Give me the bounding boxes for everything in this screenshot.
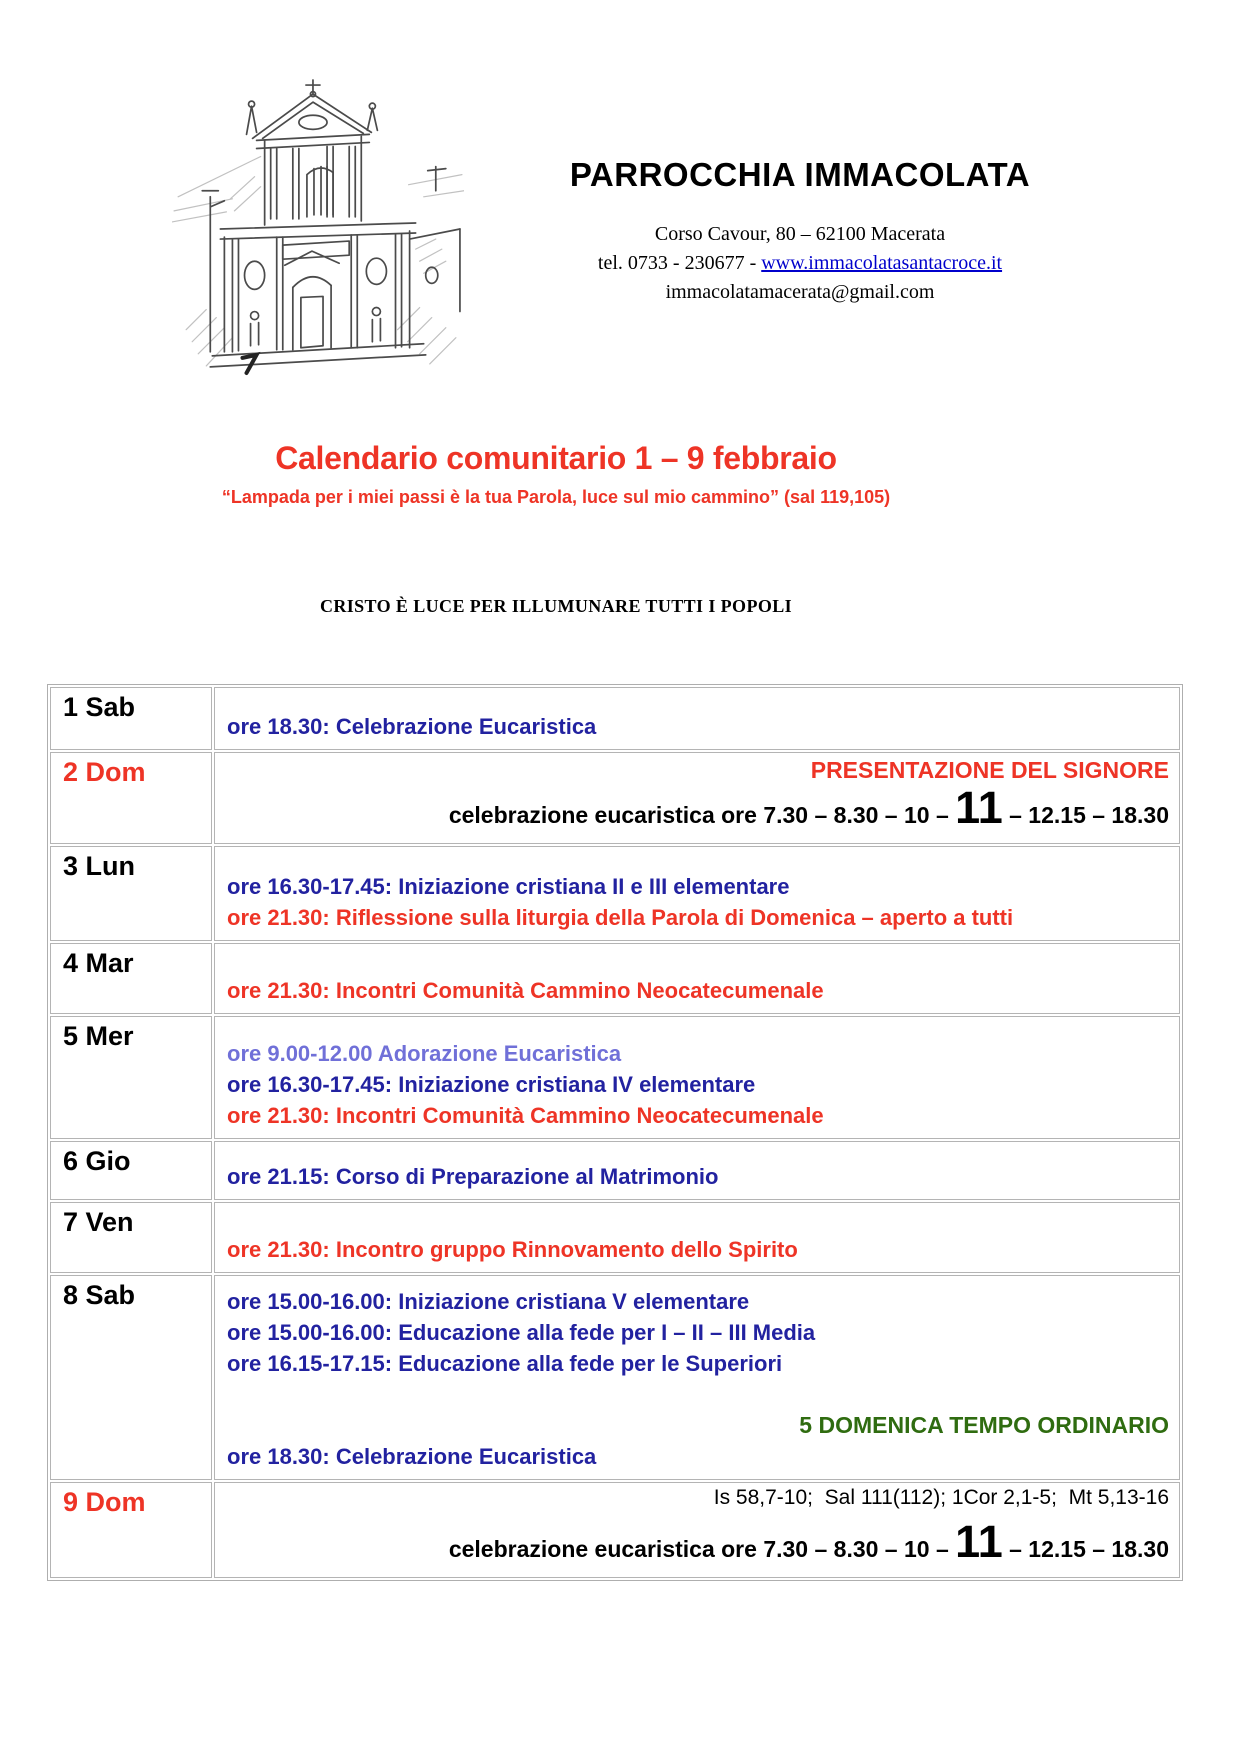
- event-line: ore 15.00-16.00: Educazione alla fede per I – II – III Media: [227, 1320, 816, 1345]
- title-block: [0, 440, 1112, 617]
- content-cell: [214, 943, 1180, 1014]
- day-label: 6 Gio: [63, 1146, 131, 1176]
- day-cell: [50, 1482, 212, 1578]
- event-line: ore 21.15: Corso di Preparazione al Matrimonio: [227, 1164, 719, 1189]
- calendar-row-5-mer: [50, 1016, 1180, 1139]
- event-line: ore 9.00-12.00 Adorazione Eucaristica: [227, 1041, 622, 1066]
- event-line: ore 16.30-17.45: Iniziazione cristiana II e III elementare: [227, 874, 790, 899]
- calendar-table: [47, 684, 1183, 1581]
- event-line: ore 15.00-16.00: Iniziazione cristiana V elementare: [227, 1289, 750, 1314]
- mass-suffix: – 12.15 – 18.30: [1002, 1536, 1169, 1562]
- event-line: ore 21.30: Incontro gruppo Rinnovamento dello Spirito: [227, 1237, 798, 1262]
- content-cell: [214, 1275, 1180, 1480]
- day-cell: [50, 1141, 212, 1200]
- calendar-row-4-mar: [50, 943, 1180, 1014]
- content-cell: [214, 752, 1180, 844]
- content-cell: [214, 1202, 1180, 1273]
- day-label: 7 Ven: [63, 1207, 134, 1237]
- calendar-subtitle: “Lampada per i miei passi è la tua Parola, luce sul mio cammino” (sal 119,105): [221, 487, 891, 507]
- feast-line: PRESENTAZIONE DEL SIGNORE: [810, 757, 1169, 783]
- event-line: ore 21.30: Riflessione sulla liturgia della Parola di Domenica – aperto a tutti: [227, 905, 1014, 930]
- event-line: ore 18.30: Celebrazione Eucaristica: [227, 714, 597, 739]
- day-label: 4 Mar: [63, 948, 134, 978]
- day-cell: [50, 1016, 212, 1139]
- parish-header: [470, 156, 1130, 307]
- content-cell: [214, 1016, 1180, 1139]
- theme-line: CRISTO È LUCE PER ILLUMUNARE TUTTI I POPOLI: [319, 596, 793, 616]
- event-line: ore 16.15-17.15: Educazione alla fede per le Superiori: [227, 1351, 783, 1376]
- tel-line: [470, 249, 1130, 278]
- content-cell: [214, 687, 1180, 750]
- email-line: immacolatamacerata@gmail.com: [665, 281, 935, 303]
- feast-line-green: 5 DOMENICA TEMPO ORDINARIO: [799, 1412, 1169, 1438]
- day-cell: [50, 752, 212, 844]
- day-label: 5 Mer: [63, 1021, 134, 1051]
- event-line: ore 18.30: Celebrazione Eucaristica: [227, 1444, 597, 1469]
- event-line: ore 21.30: Incontri Comunità Cammino Neocatecumenale: [227, 978, 824, 1003]
- day-cell: [50, 943, 212, 1014]
- mass-highlight-hour: 11: [955, 1516, 1003, 1567]
- mass-times-line: [227, 782, 1169, 836]
- day-cell: [50, 687, 212, 750]
- address-line: Corso Cavour, 80 – 62100 Macerata: [654, 223, 946, 245]
- day-cell: [50, 1202, 212, 1273]
- calendar-wrap: [47, 684, 1183, 1581]
- calendar-row-1-sab: [50, 687, 1180, 750]
- calendar-row-7-ven: [50, 1202, 1180, 1273]
- mass-times-line: [227, 1516, 1169, 1570]
- mass-highlight-hour: 11: [955, 782, 1003, 833]
- content-cell: [214, 1141, 1180, 1200]
- day-cell: [50, 1275, 212, 1480]
- church-sketch-image: [172, 78, 464, 380]
- tel-label: tel. 0733 - 230677 -: [597, 252, 762, 274]
- day-label: 8 Sab: [63, 1280, 136, 1310]
- day-label: 9 Dom: [63, 1487, 146, 1517]
- mass-prefix: celebrazione eucaristica ore 7.30 – 8.30 – 10 –: [448, 1536, 956, 1562]
- calendar-row-6-gio: [50, 1141, 1180, 1200]
- website-link[interactable]: www.immacolatasantacroce.it: [761, 252, 1003, 274]
- mass-suffix: – 12.15 – 18.30: [1002, 802, 1169, 828]
- content-cell: [214, 846, 1180, 941]
- calendar-row-3-lun: [50, 846, 1180, 941]
- mass-prefix: celebrazione eucaristica ore 7.30 – 8.30 – 10 –: [448, 802, 956, 828]
- day-cell: [50, 846, 212, 941]
- event-line: ore 16.30-17.45: Iniziazione cristiana IV elementare: [227, 1072, 756, 1097]
- event-line: ore 21.30: Incontri Comunità Cammino Neocatecumenale: [227, 1103, 824, 1128]
- day-label: 3 Lun: [63, 851, 135, 881]
- calendar-row-2-dom: [50, 752, 1180, 844]
- calendar-title: Calendario comunitario 1 – 9 febbraio: [275, 440, 837, 476]
- day-label: 2 Dom: [63, 757, 146, 787]
- day-label: 1 Sab: [63, 692, 136, 722]
- parish-name: PARROCCHIA IMMACOLATA: [569, 156, 1031, 193]
- content-cell: [214, 1482, 1180, 1578]
- calendar-row-8-sab: [50, 1275, 1180, 1480]
- calendar-row-9-dom: [50, 1482, 1180, 1578]
- readings-line: Is 58,7-10; Sal 111(112); 1Cor 2,1-5; Mt 5,13-16: [713, 1486, 1169, 1509]
